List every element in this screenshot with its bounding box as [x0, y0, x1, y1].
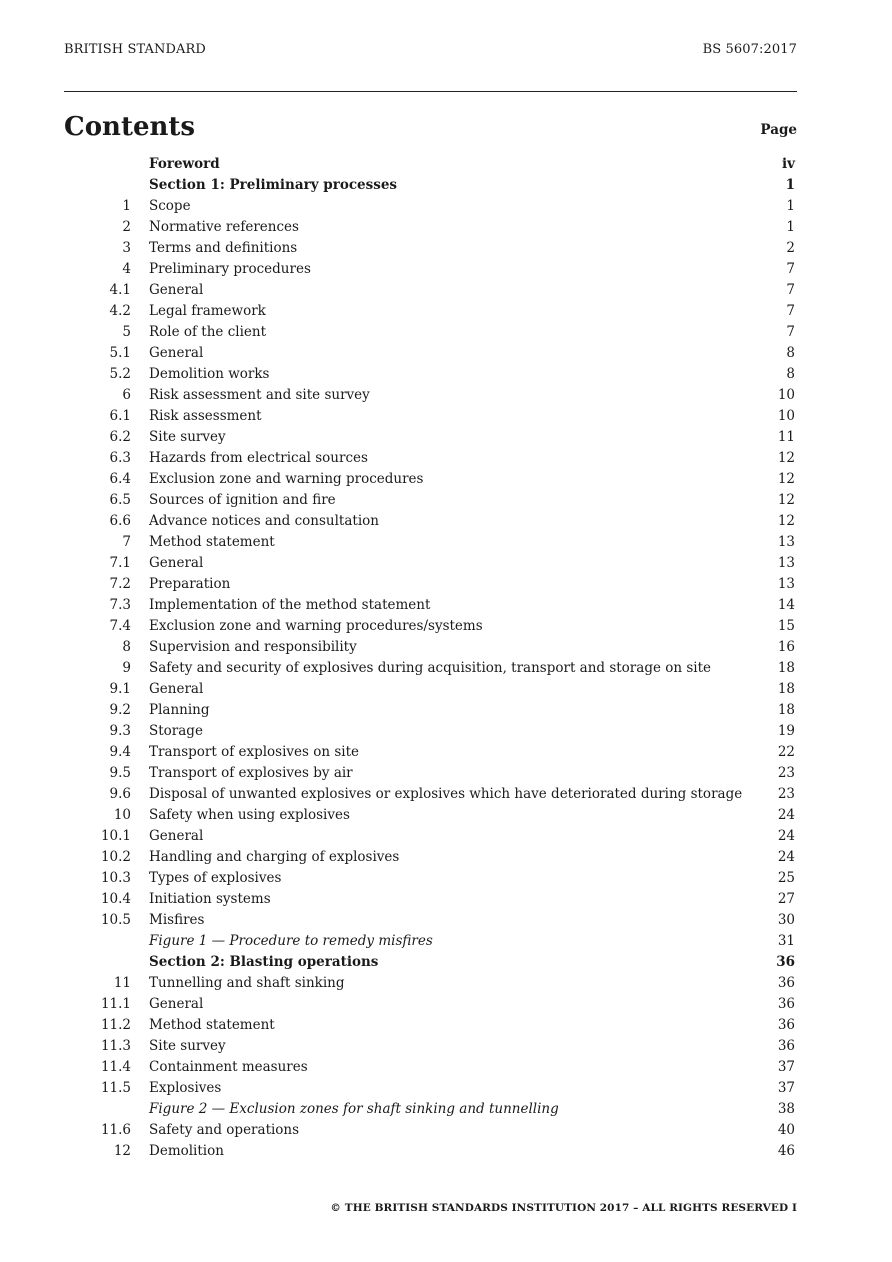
toc-entry[interactable]: [64, 553, 797, 574]
toc-entry-number: 11.5: [100, 1080, 131, 1096]
toc-entry-number: 4.1: [109, 282, 131, 298]
toc-entry-number: 6.4: [109, 471, 131, 487]
toc-entry-page: 22: [777, 744, 795, 760]
toc-entry-number: 8: [122, 639, 131, 655]
toc-entry-title: Disposal of unwanted explosives or explosives which have deteriorated during storage: [149, 786, 743, 802]
toc-entry-number: 9.2: [109, 702, 131, 718]
toc-entry-page: 12: [777, 513, 795, 529]
toc-entry-title: Foreword: [149, 156, 220, 172]
toc-entry-title: Section 1: Preliminary processes: [149, 177, 398, 193]
toc-entry-page: 37: [777, 1059, 795, 1075]
toc-entry-page: 15: [777, 618, 795, 634]
toc-entry-title: Site survey: [149, 1038, 226, 1054]
toc-entry-number: 9.5: [109, 765, 131, 781]
toc-entry-page: 19: [777, 723, 795, 739]
toc-entry-title: Planning: [149, 702, 210, 718]
toc-entry-title: Initiation systems: [149, 891, 271, 907]
toc-entry-page: 1: [785, 177, 795, 193]
toc-entry-page: 23: [777, 786, 795, 802]
toc-entry-number: 6.6: [109, 513, 131, 529]
toc-entry-page: 36: [777, 975, 795, 991]
toc-entry-title: Misfires: [149, 912, 205, 928]
toc-entry-title: Transport of explosives by air: [149, 765, 353, 781]
toc-entry-number: 2: [122, 219, 131, 235]
toc-entry-page: 24: [777, 807, 795, 823]
toc-entry[interactable]: [64, 679, 797, 700]
toc-entry-title: Terms and definitions: [149, 240, 298, 256]
toc-entry[interactable]: [64, 427, 797, 448]
toc-entry[interactable]: [64, 385, 797, 406]
toc-entry[interactable]: [64, 658, 797, 679]
toc-entry-title: Exclusion zone and warning procedures/systems: [149, 618, 483, 634]
toc-entry-number: 11.4: [100, 1059, 131, 1075]
toc-entry[interactable]: [64, 637, 797, 658]
toc-entry-title: General: [149, 555, 204, 571]
toc-entry-page: 46: [777, 1143, 795, 1159]
toc-entry-title: Containment measures: [149, 1059, 308, 1075]
copyright-footer: © THE BRITISH STANDARDS INSTITUTION 2017 – ALL RIGHTS RESERVED I: [330, 1202, 797, 1214]
toc-entry[interactable]: [64, 406, 797, 427]
toc-entry-page: 12: [777, 492, 795, 508]
toc-entry-number: 10.3: [100, 870, 131, 886]
toc-entry-number: 6.5: [109, 492, 131, 508]
toc-entry-number: 7.4: [109, 618, 131, 634]
toc-entry[interactable]: [64, 490, 797, 511]
toc-entry-page: 24: [777, 828, 795, 844]
toc-entry[interactable]: [64, 1078, 797, 1099]
header-rule: [64, 91, 797, 92]
toc-entry[interactable]: [64, 259, 797, 280]
toc-entry-number: 9.6: [109, 786, 131, 802]
toc-entry-number: 10.4: [100, 891, 131, 907]
toc-entry-title: Preliminary procedures: [149, 261, 311, 277]
toc-entry-number: 4: [122, 261, 131, 277]
toc-entry[interactable]: [64, 574, 797, 595]
toc-entry-number: 11.3: [100, 1038, 131, 1054]
toc-entry-number: 7: [122, 534, 131, 550]
toc-entry-title: General: [149, 996, 204, 1012]
toc-entry-page: 36: [776, 954, 795, 970]
toc-entry-page: 7: [786, 303, 795, 319]
toc-entry[interactable]: [64, 931, 797, 952]
toc-entry-title: Explosives: [149, 1080, 222, 1096]
toc-entry[interactable]: [64, 889, 797, 910]
toc-entry-number: 9.3: [109, 723, 131, 739]
toc-entry-page: 13: [777, 555, 795, 571]
toc-entry[interactable]: [64, 532, 797, 553]
toc-entry-number: 4.2: [109, 303, 131, 319]
toc-entry[interactable]: [64, 1141, 797, 1162]
toc-entry[interactable]: [64, 322, 797, 343]
toc-entry-title: Exclusion zone and warning procedures: [149, 471, 424, 487]
toc-entry-page: 36: [777, 1017, 795, 1033]
toc-entry[interactable]: [64, 742, 797, 763]
toc-entry-title: Advance notices and consultation: [149, 513, 379, 529]
toc-entry[interactable]: [64, 868, 797, 889]
toc-entry[interactable]: [64, 1057, 797, 1078]
toc-entry-title: Transport of explosives on site: [149, 744, 360, 760]
toc-entry[interactable]: [64, 343, 797, 364]
toc-entry-number: 7.1: [109, 555, 131, 571]
toc-entry-page: 13: [777, 534, 795, 550]
toc-entry-title: Sources of ignition and fire: [149, 492, 336, 508]
running-header-right: BS 5607:2017: [702, 42, 797, 57]
toc-entry-page: 36: [777, 996, 795, 1012]
toc-entry-number: 12: [113, 1143, 131, 1159]
toc-entry-page: iv: [782, 156, 795, 172]
page-title: Contents: [64, 112, 196, 142]
toc-entry-number: 9.4: [109, 744, 131, 760]
toc-entry-page: 31: [777, 933, 795, 949]
toc-entry[interactable]: [64, 994, 797, 1015]
toc-entry[interactable]: [64, 700, 797, 721]
table-of-contents: [64, 154, 797, 1162]
toc-entry-page: 8: [786, 366, 795, 382]
toc-entry-page: 13: [777, 576, 795, 592]
toc-entry-title: Hazards from electrical sources: [149, 450, 368, 466]
toc-entry-title: Demolition works: [149, 366, 270, 382]
toc-entry-page: 8: [786, 345, 795, 361]
toc-entry-page: 37: [777, 1080, 795, 1096]
toc-entry-page: 36: [777, 1038, 795, 1054]
toc-entry-number: 7.3: [109, 597, 131, 613]
toc-entry-number: 11: [113, 975, 131, 991]
toc-entry[interactable]: [64, 847, 797, 868]
toc-entry-number: 6.1: [109, 408, 131, 424]
toc-entry[interactable]: [64, 595, 797, 616]
toc-entry-page: 1: [786, 219, 795, 235]
toc-entry-page: 12: [777, 450, 795, 466]
toc-entry-title: Supervision and responsibility: [149, 639, 357, 655]
toc-entry-number: 9.1: [109, 681, 131, 697]
toc-entry[interactable]: [64, 448, 797, 469]
toc-entry-number: 11.1: [100, 996, 131, 1012]
toc-entry[interactable]: [64, 973, 797, 994]
toc-entry-title: Handling and charging of explosives: [149, 849, 400, 865]
toc-entry-title: Figure 1 — Procedure to remedy misfires: [149, 933, 433, 949]
page-column-label: Page: [760, 122, 797, 138]
toc-entry[interactable]: [64, 952, 797, 973]
toc-entry-number: 10.1: [100, 828, 131, 844]
toc-entry-page: 10: [777, 408, 795, 424]
toc-entry-number: 3: [122, 240, 131, 256]
toc-entry[interactable]: [64, 154, 797, 175]
toc-entry[interactable]: [64, 1099, 797, 1120]
toc-entry-number: 5.2: [109, 366, 131, 382]
toc-entry-page: 18: [777, 660, 795, 676]
toc-entry-page: 7: [786, 282, 795, 298]
toc-entry-title: Tunnelling and shaft sinking: [149, 975, 345, 991]
toc-entry-number: 6.3: [109, 450, 131, 466]
toc-entry-title: Risk assessment and site survey: [149, 387, 370, 403]
toc-entry-page: 1: [786, 198, 795, 214]
toc-entry-page: 38: [777, 1101, 795, 1117]
toc-entry-number: 6.2: [109, 429, 131, 445]
toc-entry-page: 18: [777, 702, 795, 718]
toc-entry[interactable]: [64, 910, 797, 931]
toc-entry[interactable]: [64, 238, 797, 259]
toc-entry[interactable]: [64, 301, 797, 322]
toc-entry-title: Demolition: [149, 1143, 224, 1159]
toc-entry-page: 10: [777, 387, 795, 403]
toc-entry[interactable]: [64, 1120, 797, 1141]
toc-entry-title: Implementation of the method statement: [149, 597, 431, 613]
toc-entry-number: 7.2: [109, 576, 131, 592]
toc-entry-number: 10.5: [100, 912, 131, 928]
toc-entry-number: 11.6: [100, 1122, 131, 1138]
toc-entry-page: 2: [786, 240, 795, 256]
toc-entry-title: Safety when using explosives: [149, 807, 350, 823]
toc-entry-number: 10: [113, 807, 131, 823]
toc-entry-page: 11: [777, 429, 795, 445]
toc-entry[interactable]: [64, 616, 797, 637]
toc-entry[interactable]: [64, 826, 797, 847]
toc-entry-number: 10.2: [100, 849, 131, 865]
toc-entry-title: Method statement: [149, 534, 275, 550]
toc-entry-page: 14: [777, 597, 795, 613]
toc-entry-title: Section 2: Blasting operations: [149, 954, 379, 970]
toc-entry[interactable]: [64, 511, 797, 532]
toc-entry-page: 27: [777, 891, 795, 907]
toc-entry[interactable]: [64, 175, 797, 196]
toc-entry-page: 30: [777, 912, 795, 928]
toc-entry-title: Method statement: [149, 1017, 275, 1033]
toc-entry-number: 5.1: [109, 345, 131, 361]
toc-entry-title: Risk assessment: [149, 408, 262, 424]
toc-entry-title: Scope: [149, 198, 191, 214]
toc-entry[interactable]: [64, 784, 797, 805]
toc-entry-title: Legal framework: [149, 303, 266, 319]
toc-entry-title: Site survey: [149, 429, 226, 445]
running-header-left: BRITISH STANDARD: [64, 42, 206, 57]
toc-entry-page: 7: [786, 261, 795, 277]
toc-entry-page: 12: [777, 471, 795, 487]
toc-entry[interactable]: [64, 1015, 797, 1036]
toc-entry-title: General: [149, 282, 204, 298]
toc-entry[interactable]: [64, 196, 797, 217]
toc-entry-page: 18: [777, 681, 795, 697]
toc-entry-page: 24: [777, 849, 795, 865]
toc-entry[interactable]: [64, 763, 797, 784]
toc-entry[interactable]: [64, 469, 797, 490]
toc-entry-number: 1: [122, 198, 131, 214]
toc-entry-page: 23: [777, 765, 795, 781]
toc-entry[interactable]: [64, 364, 797, 385]
toc-entry-number: 5: [122, 324, 131, 340]
toc-entry-title: General: [149, 345, 204, 361]
toc-entry-title: Preparation: [149, 576, 231, 592]
toc-entry-title: Figure 2 — Exclusion zones for shaft sinking and tunnelling: [149, 1101, 559, 1117]
toc-entry-title: General: [149, 681, 204, 697]
toc-entry-title: Normative references: [149, 219, 299, 235]
toc-entry-title: Role of the client: [149, 324, 267, 340]
toc-entry-page: 16: [777, 639, 795, 655]
toc-entry-number: 11.2: [100, 1017, 131, 1033]
toc-entry-title: Safety and operations: [149, 1122, 300, 1138]
toc-entry-title: General: [149, 828, 204, 844]
toc-entry[interactable]: [64, 721, 797, 742]
toc-entry[interactable]: [64, 1036, 797, 1057]
toc-entry-page: 25: [777, 870, 795, 886]
toc-entry-page: 40: [777, 1122, 795, 1138]
toc-entry-page: 7: [786, 324, 795, 340]
toc-entry-number: 6: [122, 387, 131, 403]
toc-entry-title: Storage: [149, 723, 203, 739]
toc-entry[interactable]: [64, 217, 797, 238]
toc-entry-number: 9: [122, 660, 131, 676]
toc-entry[interactable]: [64, 805, 797, 826]
toc-entry-title: Types of explosives: [149, 870, 282, 886]
toc-entry[interactable]: [64, 280, 797, 301]
toc-entry-title: Safety and security of explosives during acquisition, transport and storage on site: [149, 660, 712, 676]
